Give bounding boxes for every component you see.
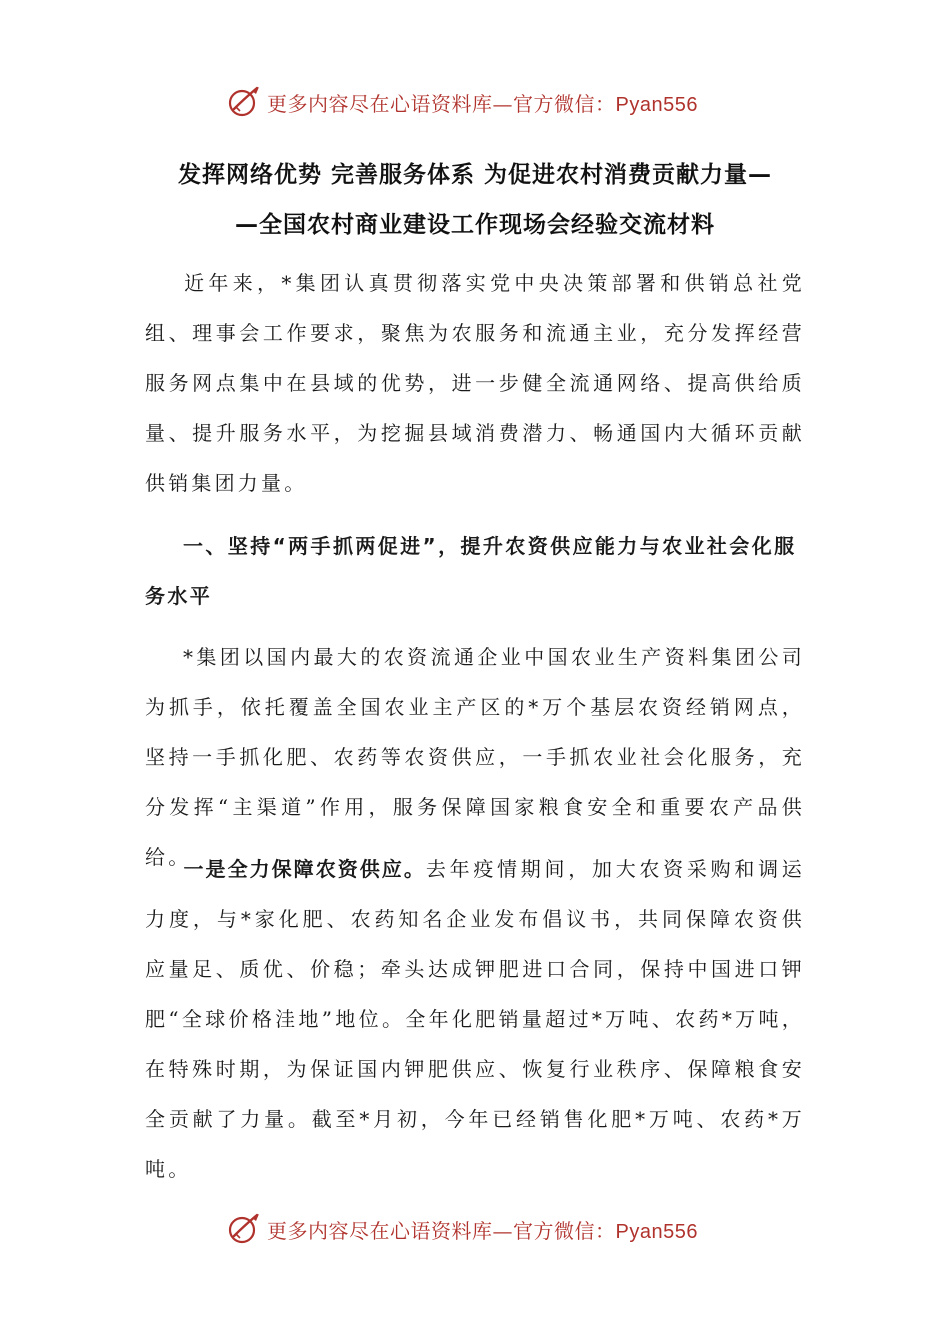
document-title-line1: 发挥网络优势 完善服务体系 为促进农村消费贡献力量— bbox=[177, 162, 772, 188]
banner-slogan: 更多内容尽在心语资料库—官方微信： bbox=[267, 92, 616, 116]
intro-paragraph bbox=[145, 258, 805, 508]
point1-lead: 一是全力保障农资供应。 bbox=[183, 857, 426, 881]
section1-text: *集团以国内最大的农资流通企业中国农业生产资料集团公司为抓手，依托覆盖全国农业主产区的*万个基层农资经销网点，坚持一手抓化肥、农药等农资供应，一手抓农业社会化服务，充分发挥“主渠道”作用，服务保障国家粮食安全和重要农产品供给。 bbox=[145, 645, 805, 869]
point1-text: 去年疫情期间，加大农资采购和调运力度，与*家化肥、农药知名企业发布倡议书，共同保障农资供应量足、质优、价稳；牵头达成钾肥进口合同，保持中国进口钾肥“全球价格洼地”地位。全年化肥销量超过*万吨、农药*万吨，在特殊时期，为保证国内钾肥供应、恢复行业秩序、保障粮食安全贡献了力量。截至*月初，今年已经销售化肥*万吨、农药*万吨。 bbox=[145, 857, 806, 1181]
footer-banner bbox=[0, 1209, 950, 1249]
intro-text: 近年来，*集团认真贯彻落实党中央决策部署和供销总社党组、理事会工作要求，聚焦为农服务和流通主业，充分发挥经营服务网点集中在县域的优势，进一步健全流通网络、提高供给质量、提升服务水平，为挖掘县域消费潜力、畅通国内大循环贡献供销集团力量。 bbox=[145, 271, 805, 495]
banner-wechat-id: Pyan556 bbox=[615, 94, 698, 116]
banner-text bbox=[267, 1215, 698, 1244]
pen-logo-icon bbox=[226, 1212, 262, 1246]
banner-slogan: 更多内容尽在心语资料库—官方微信： bbox=[267, 1219, 616, 1243]
banner-wechat-id: Pyan556 bbox=[615, 1221, 698, 1243]
pen-logo-icon bbox=[226, 85, 262, 119]
section1-heading bbox=[145, 521, 805, 621]
section1-heading-text: 一、坚持“两手抓两促进”，提升农资供应能力与农业社会化服务水平 bbox=[145, 534, 797, 608]
header-banner bbox=[0, 82, 950, 122]
point1-paragraph bbox=[145, 844, 805, 1194]
document-title-line2: —全国农村商业建设工作现场会经验交流材料 bbox=[235, 212, 715, 238]
banner-text bbox=[267, 88, 698, 117]
